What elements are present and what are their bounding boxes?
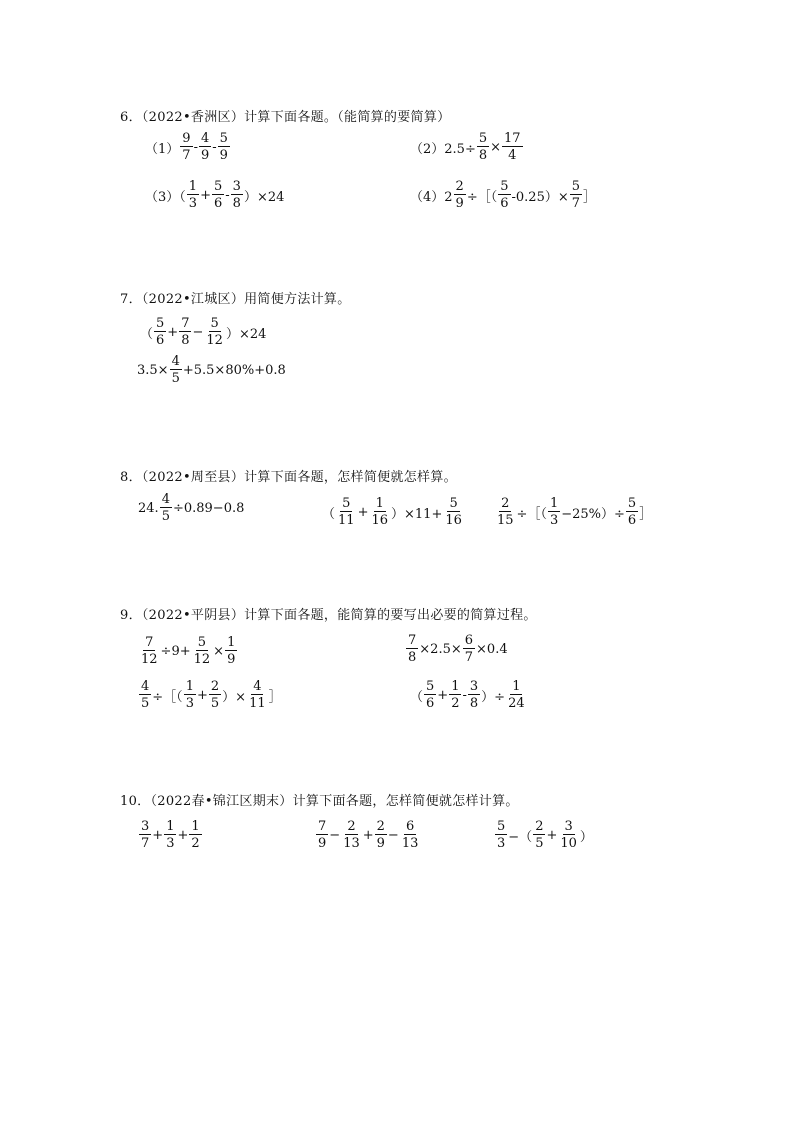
fraction [184,680,196,710]
fraction [558,820,579,850]
problem-10-heading: 10．（2022春•锦江区期末）计算下面各题，怎样简便就怎样计算。 [120,794,519,809]
fraction-numerator: 5 [497,819,506,834]
fraction-numerator: 7 [408,633,417,648]
fraction-numerator: 5 [449,496,458,511]
expression-text: ×0.4 [476,641,508,657]
fraction [502,132,523,162]
fraction [154,317,166,347]
fraction-numerator: 4 [161,492,170,507]
fraction-denominator: 13 [343,836,360,851]
expression-text: −（ [508,829,533,845]
expression-text: + [437,687,449,703]
problem-10-expression-3 [494,820,593,850]
expression-text: × [490,139,502,155]
expression-text: ）× [222,689,247,705]
fraction [477,132,489,162]
fraction [218,132,230,162]
fraction [548,497,560,527]
expression-text: ÷［（ [466,189,498,205]
expression-text: ］ [583,189,597,205]
fraction-numerator: 6 [405,819,415,834]
fraction [170,355,182,385]
fraction-denominator: 8 [478,148,488,163]
fraction-numerator: 1 [512,679,521,694]
fraction-numerator: 17 [504,131,521,146]
fraction-denominator: 6 [156,333,165,348]
expression-text: × [213,643,225,659]
fraction [400,820,421,850]
fraction-numerator: 9 [182,131,191,146]
fraction-numerator: 4 [141,679,150,694]
problem-6-expression-1 [145,132,231,162]
fraction [160,493,172,523]
fraction [570,180,582,210]
fraction [179,317,191,347]
fraction-numerator: 5 [156,316,165,331]
fraction [189,820,201,850]
fraction-numerator: 3 [232,179,241,194]
fraction-numerator: 4 [253,679,262,694]
fraction-numerator: 5 [571,179,581,194]
expression-text: +5.5×80%+0.8 [182,362,286,378]
problem-7-expression-1 [140,317,266,347]
fraction [212,180,224,210]
expression-text: 3.5× [137,362,169,378]
expression-text: ） [579,829,593,845]
problem-7-heading: 7．（2022•江城区）用简便方法计算。 [120,292,351,307]
fraction-numerator: 6 [464,633,474,648]
fraction-denominator: 7 [464,650,474,665]
fraction-numerator: 1 [375,496,384,511]
fraction-denominator: 5 [535,836,544,851]
fraction-numerator: 1 [191,819,200,834]
fraction-denominator: 7 [182,148,191,163]
fraction-denominator: 3 [185,696,194,711]
problem-6-expression-3 [145,180,284,210]
fraction [199,132,211,162]
fraction [180,132,192,162]
fraction-numerator: 7 [318,819,327,834]
fraction-denominator: 3 [549,513,559,528]
fraction-numerator: 2 [501,496,510,511]
fraction-denominator: 12 [206,333,223,348]
fraction [406,634,418,664]
fraction-numerator: 5 [210,316,219,331]
expression-text: ）×11+ [391,506,443,522]
expression-text: −25%）÷ [561,506,625,522]
fraction [341,820,362,850]
expression-text: （3）（ [145,189,186,205]
problem-9-expression-3 [138,680,282,710]
fraction-numerator: 3 [141,819,150,834]
fraction-denominator: 9 [219,148,228,163]
fraction-numerator: 1 [227,635,236,650]
fraction-numerator: 5 [197,635,207,650]
expression-text: ÷［（ [516,506,547,522]
expression-text: ÷0.89−0.8 [172,500,245,516]
fraction-denominator: 2 [191,836,200,851]
problem-9-heading: 9．（2022•平阴县）计算下面各题，能简算的要写出必要的简算过程。 [120,608,537,623]
fraction [336,497,357,527]
fraction-denominator: 9 [200,148,210,163]
fraction-denominator: 9 [318,836,327,851]
fraction-denominator: 9 [455,196,464,211]
problem-10-expression-2 [315,820,421,850]
fraction-numerator: 7 [145,635,154,650]
fraction-denominator: 3 [497,836,506,851]
fraction-denominator: 24 [508,696,525,711]
expression-text: + [167,324,179,340]
expression-text: （2）2.5÷ [410,141,476,157]
expression-text: − [329,827,341,843]
fraction-denominator: 16 [371,513,389,528]
problem-6-expression-2 [410,132,524,162]
fraction [449,680,461,710]
fraction [139,820,151,850]
fraction [626,497,638,527]
fraction-numerator: 5 [478,131,488,146]
expression-text: + [177,827,189,843]
fraction [204,317,225,347]
fraction-denominator: 6 [213,196,223,211]
fraction-denominator: 7 [141,836,150,851]
fraction-denominator: 8 [181,333,190,348]
fraction-denominator: 4 [508,148,517,163]
fraction [316,820,328,850]
problem-7-expression-2 [137,355,286,385]
fraction-numerator: 3 [469,679,479,694]
expression-text: ］ [639,506,653,522]
fraction [375,820,387,850]
problem-8-expression-1 [138,493,244,523]
fraction [468,680,480,710]
fraction-denominator: 8 [408,650,417,665]
fraction-denominator: 2 [451,696,460,711]
fraction [498,180,510,210]
fraction-denominator: 5 [141,696,150,711]
fraction-numerator: 1 [188,179,198,194]
expression-text: （4）2 [410,189,453,205]
fraction-numerator: 2 [347,819,356,834]
expression-text: − [192,324,204,340]
expression-text: - [193,139,198,155]
fraction-denominator: 9 [376,836,385,851]
fraction-numerator: 2 [376,819,385,834]
problem-6-heading: 6．（2022•香洲区）计算下面各题。（能简算的要简算） [120,110,451,125]
expression-text: （ [322,506,336,522]
problem-9-expression-1 [138,636,238,666]
fraction-numerator: 5 [213,179,223,194]
fraction-denominator: 6 [627,513,637,528]
fraction-numerator: 3 [564,819,573,834]
fraction [506,680,527,710]
fraction-numerator: 5 [342,496,351,511]
fraction-denominator: 11 [338,513,355,528]
fraction [209,680,221,710]
fraction-denominator: 7 [571,196,581,211]
problem-6-expression-4 [410,180,596,210]
expression-text: ÷［（ [152,689,183,705]
problem-9-expression-4 [410,680,528,710]
problem-9-expression-2 [405,634,508,664]
problem-8-expression-3 [494,497,652,527]
fraction [187,180,199,210]
expression-text: ×2.5× [419,641,462,657]
expression-text: ÷9+ [160,643,191,659]
fraction-denominator: 3 [188,196,198,211]
expression-text: （ [410,689,424,705]
fraction-denominator: 10 [560,836,577,851]
fraction-denominator: 16 [445,513,462,528]
fraction-numerator: 5 [219,131,228,146]
expression-text: + [152,827,164,843]
expression-text: ）÷ [481,689,506,705]
expression-text: ）×24 [243,189,285,205]
fraction [463,634,475,664]
fraction [139,636,160,666]
fraction-numerator: 2 [535,819,544,834]
expression-text: + [196,687,208,703]
fraction-denominator: 3 [166,836,175,851]
expression-text: - [462,687,467,703]
fraction [454,180,466,210]
fraction-numerator: 1 [185,679,194,694]
expression-text: + [357,504,369,520]
fraction-denominator: 6 [426,696,435,711]
expression-text: + [200,187,211,203]
problem-10-expression-1 [138,820,203,850]
fraction-denominator: 8 [469,696,479,711]
fraction [533,820,545,850]
fraction-denominator: 5 [171,371,180,386]
expression-text: + [362,827,374,843]
fraction-denominator: 9 [227,652,236,667]
problem-8-heading: 8．（2022•周至县）计算下面各题，怎样简便就怎样算。 [120,470,457,485]
expression-text: - [225,187,230,203]
fraction [192,636,213,666]
fraction-numerator: 4 [200,131,210,146]
expression-text: − [387,827,399,843]
expression-text: - [212,139,217,155]
fraction [231,180,243,210]
fraction-numerator: 2 [210,679,220,694]
fraction-numerator: 1 [549,496,559,511]
expression-text: ）×24 [225,326,267,342]
fraction-denominator: 5 [161,509,170,524]
fraction-denominator: 15 [497,513,514,528]
fraction-denominator: 8 [232,196,241,211]
fraction-denominator: 12 [193,652,211,667]
expression-text: -0.25）× [511,189,569,205]
expression-text: + [546,827,558,843]
fraction-denominator: 6 [500,196,509,211]
fraction-numerator: 5 [426,679,435,694]
fraction-numerator: 7 [181,316,190,331]
fraction [424,680,436,710]
fraction-denominator: 11 [249,696,266,711]
problem-8-expression-2 [322,497,465,527]
fraction [369,497,390,527]
expression-text: （1） [145,141,180,157]
fraction [495,497,516,527]
fraction-numerator: 1 [451,679,460,694]
fraction-denominator: 5 [210,696,220,711]
fraction-numerator: 5 [500,179,509,194]
expression-text: （ [140,326,154,342]
fraction [495,820,507,850]
fraction [225,636,237,666]
fraction-numerator: 2 [455,179,464,194]
fraction-numerator: 4 [171,354,180,369]
fraction-denominator: 12 [141,652,158,667]
fraction [443,497,464,527]
expression-text: 24. [138,500,159,516]
fraction [247,680,268,710]
fraction [164,820,176,850]
expression-text: ］ [268,689,282,705]
fraction-numerator: 5 [627,496,637,511]
fraction [139,680,151,710]
fraction-numerator: 1 [166,819,175,834]
fraction-denominator: 13 [401,836,419,851]
